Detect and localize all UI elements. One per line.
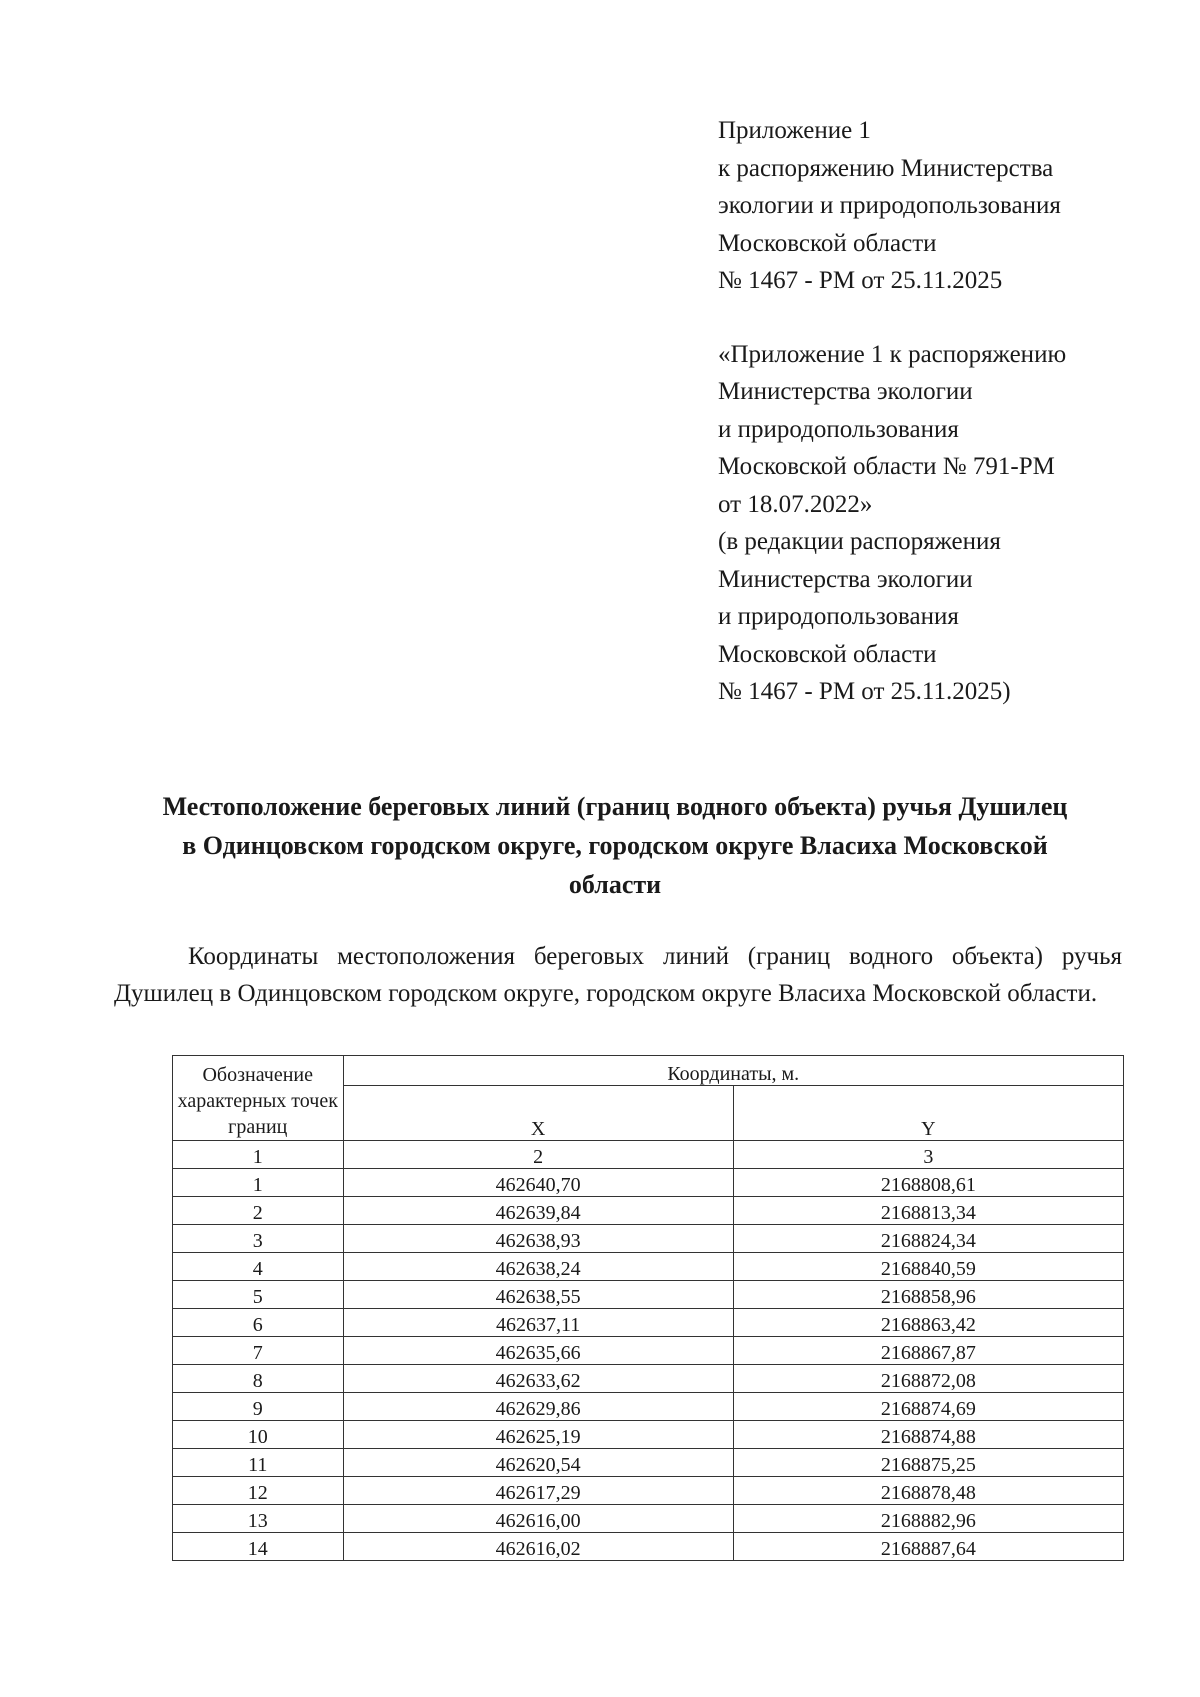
- quoted-appendix-line: Министерства экологии: [718, 378, 973, 405]
- table-row: [173, 1169, 1124, 1197]
- point-number-cell: 14: [173, 1533, 344, 1561]
- y-coordinate-cell: 2168840,59: [733, 1253, 1123, 1281]
- appendix-line: Приложение 1: [718, 117, 871, 144]
- table-row: [173, 1253, 1124, 1281]
- header-coordinates-label: Координаты, м.: [343, 1056, 1123, 1086]
- y-coordinate-cell: 2168808,61: [733, 1169, 1123, 1197]
- y-coordinate-cell: 2168858,96: [733, 1281, 1123, 1309]
- quoted-appendix-line: (в редакции распоряжения: [718, 528, 1001, 555]
- y-coordinate-cell: 2168875,25: [733, 1449, 1123, 1477]
- y-coordinate-cell: 2168887,64: [733, 1533, 1123, 1561]
- title-line: в Одинцовском городском округе, городском округе Власиха Московской: [182, 831, 1048, 860]
- coordinates-table: [172, 1055, 1124, 1561]
- quoted-appendix-line: Московской области № 791-РМ: [718, 453, 1055, 480]
- table-row: [173, 1281, 1124, 1309]
- appendix-line: Московской области: [718, 229, 937, 257]
- table-header-row: [173, 1056, 1124, 1086]
- table-row: [173, 1421, 1124, 1449]
- y-coordinate-cell: 2168874,88: [733, 1421, 1123, 1449]
- quoted-appendix-line: и природопользования: [718, 415, 959, 443]
- title-line: области: [568, 870, 662, 899]
- x-coordinate-cell: 462633,62: [343, 1365, 733, 1393]
- point-number-cell: 3: [173, 1225, 344, 1253]
- x-coordinate-cell: 462638,93: [343, 1225, 733, 1253]
- point-number-cell: 2: [173, 1197, 344, 1225]
- y-coordinate-cell: 2168813,34: [733, 1197, 1123, 1225]
- point-number-cell: 4: [173, 1253, 344, 1281]
- point-number-cell: 8: [173, 1365, 344, 1393]
- appendix-spacer: [718, 300, 1158, 336]
- header-y-label: Y: [733, 1086, 1123, 1141]
- numbering-cell: 2: [343, 1141, 733, 1169]
- appendix-line: экологии и природопользования: [718, 192, 1061, 219]
- x-coordinate-cell: 462620,54: [343, 1449, 733, 1477]
- table-row: [173, 1533, 1124, 1561]
- table-numbering-row: [173, 1141, 1124, 1169]
- y-coordinate-cell: 2168882,96: [733, 1505, 1123, 1533]
- point-number-cell: 1: [173, 1169, 344, 1197]
- table-row: [173, 1505, 1124, 1533]
- table-row: [173, 1197, 1124, 1225]
- intro-paragraph: Координаты местоположения береговых линий (границ водного объекта) ручья Душилец в Одинцовском городском округе, городском округе Власиха Московской области.: [114, 943, 1122, 1007]
- appendix-line: к распоряжению Министерства: [718, 154, 1054, 182]
- x-coordinate-cell: 462639,84: [343, 1197, 733, 1225]
- y-coordinate-cell: 2168867,87: [733, 1337, 1123, 1365]
- x-coordinate-cell: 462638,24: [343, 1253, 733, 1281]
- quoted-appendix-line: № 1467 - РМ от 25.11.2025): [718, 678, 1011, 705]
- header-x-label: X: [343, 1086, 733, 1141]
- numbering-cell: 3: [733, 1141, 1123, 1169]
- quoted-appendix-line: Московской области: [718, 640, 937, 668]
- x-coordinate-cell: 462616,00: [343, 1505, 733, 1533]
- point-number-cell: 10: [173, 1421, 344, 1449]
- appendix-block: [718, 112, 1158, 711]
- table-row: [173, 1309, 1124, 1337]
- point-number-cell: 7: [173, 1337, 344, 1365]
- point-number-cell: 5: [173, 1281, 344, 1309]
- point-number-cell: 13: [173, 1505, 344, 1533]
- x-coordinate-cell: 462638,55: [343, 1281, 733, 1309]
- point-number-cell: 12: [173, 1477, 344, 1505]
- x-coordinate-cell: 462616,02: [343, 1533, 733, 1561]
- point-number-cell: 9: [173, 1393, 344, 1421]
- title-line: Местоположение береговых линий (границ водного объекта) ручья Душилец: [162, 792, 1068, 821]
- header-point-label: Обозначение характерных точек границ: [173, 1056, 344, 1141]
- quoted-appendix-line: от 18.07.2022»: [718, 490, 873, 518]
- x-coordinate-cell: 462617,29: [343, 1477, 733, 1505]
- point-number-cell: 11: [173, 1449, 344, 1477]
- document-title: [110, 787, 1120, 904]
- point-number-cell: 6: [173, 1309, 344, 1337]
- y-coordinate-cell: 2168874,69: [733, 1393, 1123, 1421]
- table-row: [173, 1393, 1124, 1421]
- table-row: [173, 1337, 1124, 1365]
- x-coordinate-cell: 462640,70: [343, 1169, 733, 1197]
- x-coordinate-cell: 462625,19: [343, 1421, 733, 1449]
- table-row: [173, 1225, 1124, 1253]
- table-row: [173, 1449, 1124, 1477]
- y-coordinate-cell: 2168863,42: [733, 1309, 1123, 1337]
- x-coordinate-cell: 462637,11: [343, 1309, 733, 1337]
- x-coordinate-cell: 462629,86: [343, 1393, 733, 1421]
- appendix-line: № 1467 - РМ от 25.11.2025: [718, 267, 1003, 294]
- y-coordinate-cell: 2168872,08: [733, 1365, 1123, 1393]
- table-row: [173, 1365, 1124, 1393]
- y-coordinate-cell: 2168824,34: [733, 1225, 1123, 1253]
- quoted-appendix-line: и природопользования: [718, 603, 959, 630]
- quoted-appendix-line: Министерства экологии: [718, 565, 973, 593]
- y-coordinate-cell: 2168878,48: [733, 1477, 1123, 1505]
- numbering-cell: 1: [173, 1141, 344, 1169]
- table-row: [173, 1477, 1124, 1505]
- quoted-appendix-line: «Приложение 1 к распоряжению: [718, 340, 1067, 368]
- x-coordinate-cell: 462635,66: [343, 1337, 733, 1365]
